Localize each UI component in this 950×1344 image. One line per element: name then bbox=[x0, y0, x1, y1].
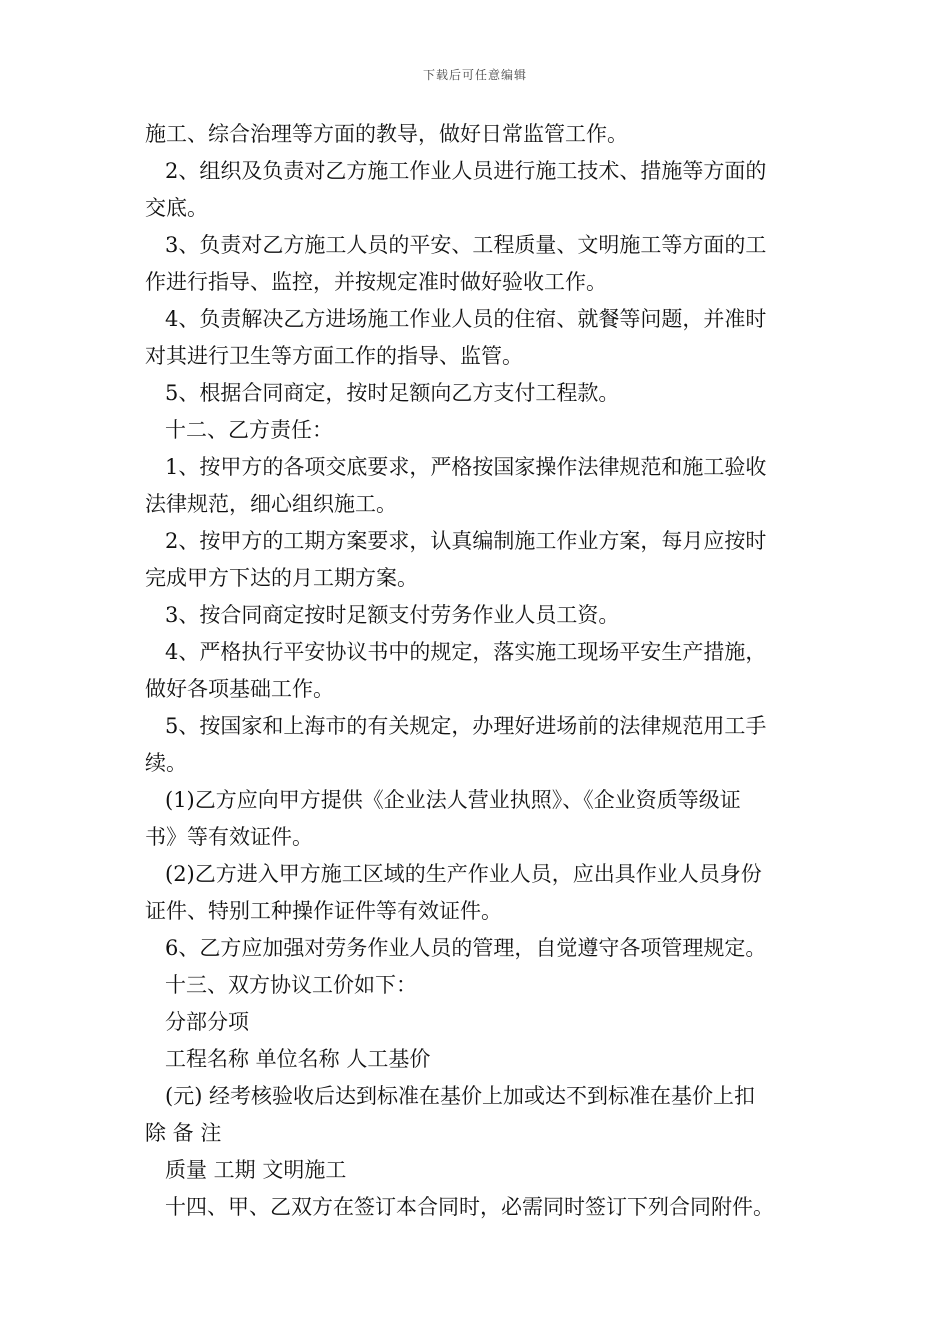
text-line: 5、按国家和上海市的有关规定，办理好进场前的法律规范用工手 bbox=[165, 714, 767, 738]
text-line: 4、负责解决乙方进场施工作业人员的住宿、就餐等问题，并准时 bbox=[165, 307, 767, 331]
text-line: 质量 工期 文明施工 bbox=[165, 1158, 347, 1182]
text-line: 书》等有效证件。 bbox=[145, 825, 313, 849]
text-line: 作进行指导、监控，并按规定准时做好验收工作。 bbox=[145, 270, 607, 294]
text-line: (元) 经考核验收后达到标准在基价上加或达不到标准在基价上扣 bbox=[165, 1084, 756, 1108]
text-line: 续。 bbox=[145, 751, 187, 775]
text-line: 6、乙方应加强对劳务作业人员的管理，自觉遵守各项管理规定。 bbox=[165, 936, 767, 960]
text-line: 十二、乙方责任： bbox=[165, 418, 333, 442]
text-line: 法律规范，细心组织施工。 bbox=[145, 492, 397, 516]
text-line: 2、组织及负责对乙方施工作业人员进行施工技术、措施等方面的 bbox=[165, 159, 767, 183]
text-line: 交底。 bbox=[145, 196, 208, 220]
text-line: 4、严格执行平安协议书中的规定，落实施工现场平安生产措施， bbox=[165, 640, 767, 664]
text-line: 5、根据合同商定，按时足额向乙方支付工程款。 bbox=[165, 381, 620, 405]
text-line: 除 备 注 bbox=[145, 1121, 222, 1145]
text-line: 十四、甲、乙双方在签订本合同时，必需同时签订下列合同附件。 bbox=[165, 1195, 774, 1219]
page-header: 下载后可任意编辑 bbox=[422, 68, 527, 82]
text-line: 做好各项基础工作。 bbox=[145, 677, 334, 701]
text-line: 完成甲方下达的月工期方案。 bbox=[145, 566, 418, 590]
text-line: (1)乙方应向甲方提供《企业法人营业执照》、《企业资质等级证 bbox=[165, 788, 741, 812]
text-line: (2)乙方进入甲方施工区域的生产作业人员，应出具作业人员身份 bbox=[165, 862, 762, 886]
text-line: 3、按合同商定按时足额支付劳务作业人员工资。 bbox=[165, 603, 620, 627]
text-line: 2、按甲方的工期方案要求，认真编制施工作业方案，每月应按时 bbox=[165, 529, 767, 553]
text-line: 证件、特别工种操作证件等有效证件。 bbox=[145, 899, 502, 923]
text-line: 1、按甲方的各项交底要求，严格按国家操作法律规范和施工验收 bbox=[165, 455, 767, 479]
text-line: 对其进行卫生等方面工作的指导、监管。 bbox=[145, 344, 523, 368]
text-line: 施工、综合治理等方面的教导，做好日常监管工作。 bbox=[145, 122, 628, 146]
text-line: 分部分项 bbox=[165, 1010, 249, 1034]
text-line: 十三、双方协议工价如下： bbox=[165, 973, 417, 997]
text-line: 3、负责对乙方施工人员的平安、工程质量、文明施工等方面的工 bbox=[165, 233, 767, 257]
text-line: 工程名称 单位名称 人工基价 bbox=[165, 1047, 431, 1071]
document-body bbox=[145, 116, 835, 1226]
